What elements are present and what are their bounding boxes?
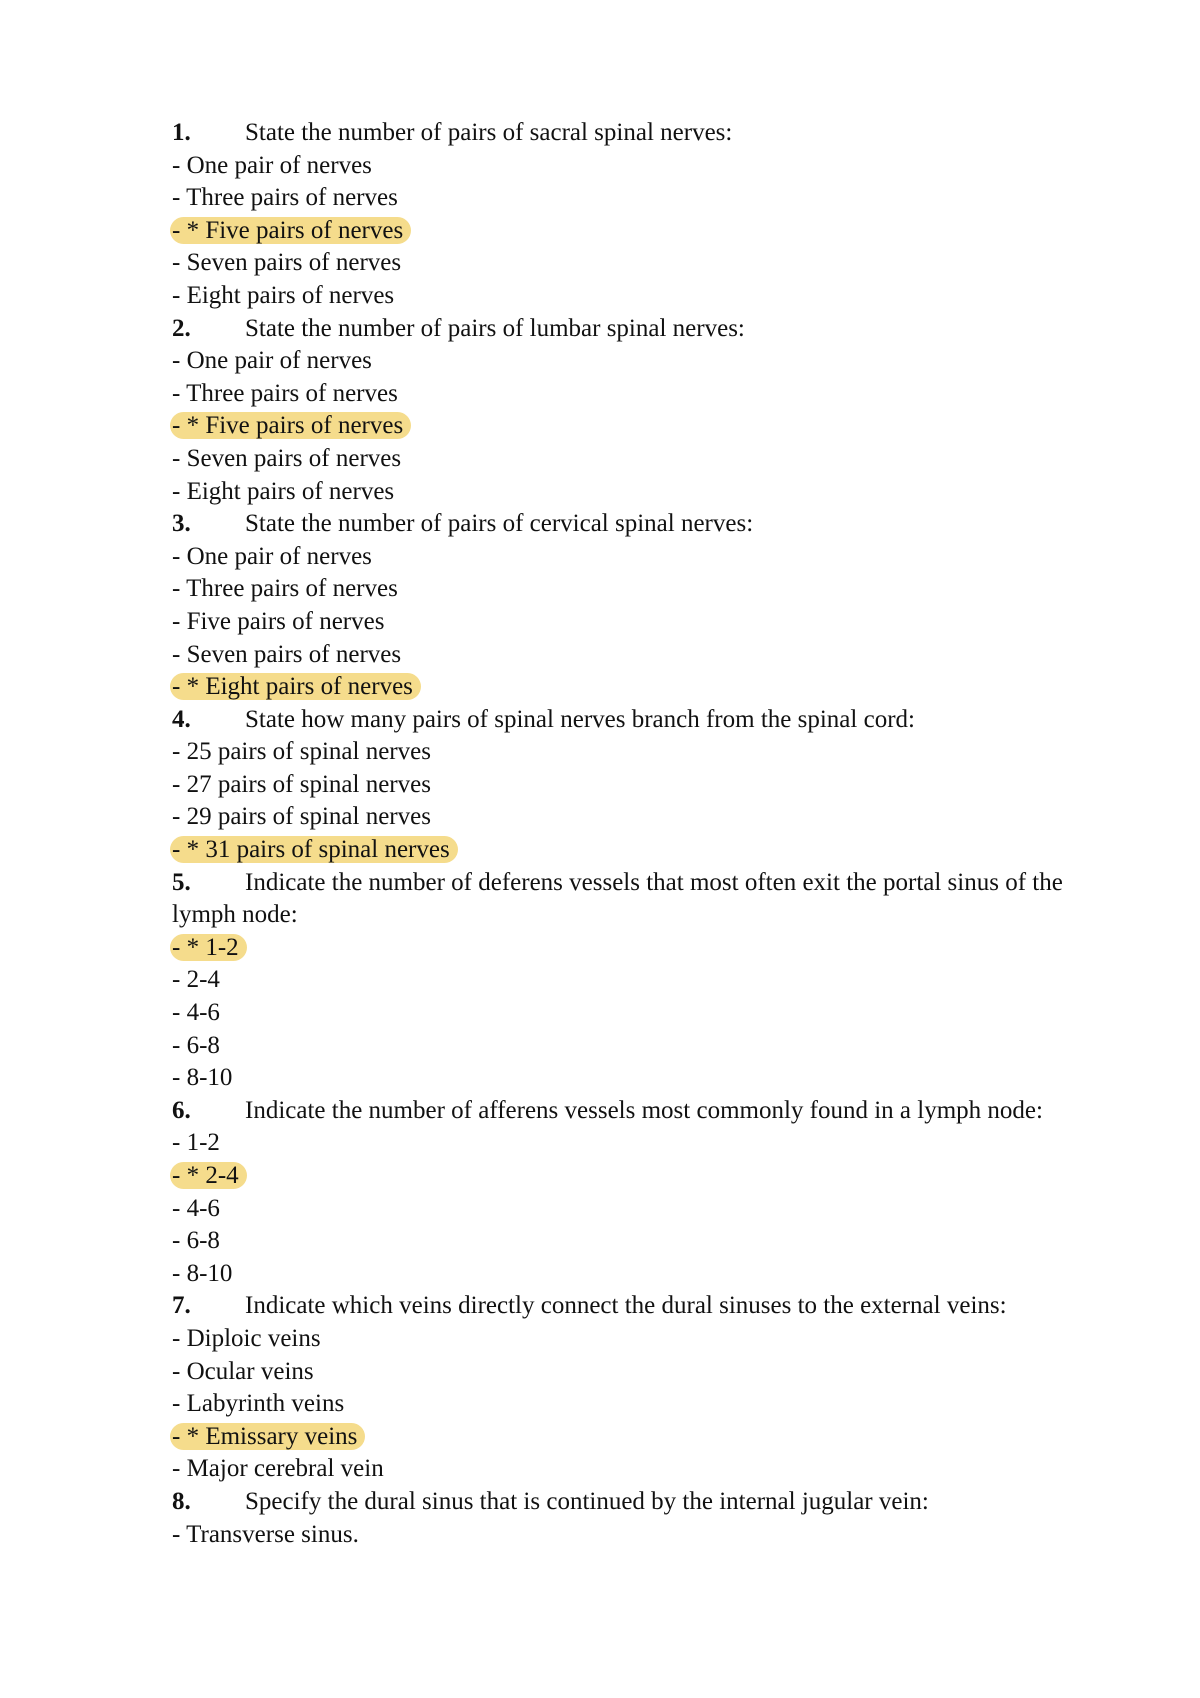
answer-option-text: - Transverse sinus. <box>172 1520 359 1548</box>
question-number: 4. <box>172 705 191 733</box>
question-block <box>172 1486 1132 1551</box>
answer-option <box>172 345 1132 378</box>
answer-option <box>172 280 1132 313</box>
question-number: 3. <box>172 510 191 538</box>
question-row <box>172 1095 1132 1128</box>
answer-option-text: - * Emissary veins <box>170 1423 365 1450</box>
question-row <box>172 313 1132 346</box>
question-text: State the number of pairs of cervical spinal nerves: <box>245 510 754 538</box>
answer-option-text: - 6-8 <box>172 1031 220 1059</box>
question-text: State the number of pairs of sacral spinal nerves: <box>245 119 733 146</box>
answer-option <box>172 801 1132 834</box>
question-number: 7. <box>172 1292 191 1320</box>
answer-option-text: - Diploic veins <box>172 1324 321 1352</box>
answer-option-text: - 29 pairs of spinal nerves <box>172 803 431 831</box>
answer-option-text: - Eight pairs of nerves <box>172 281 395 309</box>
question-block <box>172 1290 1132 1486</box>
question-row <box>172 117 1132 150</box>
answer-option-text: - Seven pairs of nerves <box>172 640 402 668</box>
answer-option <box>172 1258 1132 1291</box>
answer-option-text: - Three pairs of nerves <box>172 379 398 407</box>
answer-option-text: - 25 pairs of spinal nerves <box>172 738 431 766</box>
question-text: Indicate the number of deferens vessels that most often exit the portal sinus of the lymph node: <box>172 868 1063 929</box>
question-block <box>172 867 1132 1095</box>
question-block <box>172 508 1132 704</box>
question-text: Specify the dural sinus that is continued by the internal jugular vein: <box>245 1487 929 1515</box>
answer-option-correct <box>172 932 1132 965</box>
answer-option <box>172 1388 1132 1421</box>
answer-option-correct <box>172 215 1132 248</box>
answer-option <box>172 541 1132 574</box>
answer-option-text: - Seven pairs of nerves <box>172 249 402 277</box>
question-row <box>172 1486 1132 1519</box>
answer-option-text: - 8-10 <box>172 1259 233 1287</box>
answer-option-text: - One pair of nerves <box>172 542 372 570</box>
answer-option-text: - * Eight pairs of nerves <box>170 673 421 700</box>
question-row <box>172 508 1132 541</box>
answer-option <box>172 997 1132 1030</box>
quiz-document <box>172 117 1132 1551</box>
answer-option-text: - * Five pairs of nerves <box>170 412 411 439</box>
answer-option-text: - * 1-2 <box>170 934 247 961</box>
answer-option-text: - Labyrinth veins <box>172 1390 345 1418</box>
answer-option <box>172 182 1132 215</box>
answer-option-text: - 27 pairs of spinal nerves <box>172 770 431 798</box>
question-number: 8. <box>172 1487 191 1515</box>
answer-option <box>172 1323 1132 1356</box>
question-text: State how many pairs of spinal nerves branch from the spinal cord: <box>245 705 915 733</box>
question-text: State the number of pairs of lumbar spinal nerves: <box>245 314 745 342</box>
question-block <box>172 704 1132 867</box>
answer-option <box>172 1356 1132 1389</box>
question-block <box>172 1095 1132 1291</box>
answer-option-text: - 4-6 <box>172 1194 220 1222</box>
answer-option-text: - Three pairs of nerves <box>172 184 398 212</box>
answer-option-text: - Ocular veins <box>172 1357 314 1385</box>
answer-option-text: - 6-8 <box>172 1227 220 1255</box>
answer-option <box>172 378 1132 411</box>
answer-option-text: - * 2-4 <box>170 1162 247 1189</box>
question-row <box>172 704 1132 737</box>
question-number: 2. <box>172 314 191 342</box>
answer-option <box>172 1453 1132 1486</box>
question-number: 6. <box>172 1096 191 1124</box>
answer-option-text: - Major cerebral vein <box>172 1455 384 1483</box>
answer-option-text: - Five pairs of nerves <box>172 607 385 635</box>
answer-option <box>172 964 1132 997</box>
answer-option <box>172 1519 1132 1552</box>
answer-option-text: - Eight pairs of nerves <box>172 477 395 505</box>
answer-option-text: - 8-10 <box>172 1064 233 1092</box>
answer-option-text: - Three pairs of nerves <box>172 575 398 603</box>
question-number: 5. <box>172 868 191 896</box>
answer-option-correct <box>172 1160 1132 1193</box>
answer-option <box>172 1030 1132 1063</box>
answer-option <box>172 1193 1132 1226</box>
answer-option <box>172 476 1132 509</box>
answer-option <box>172 247 1132 280</box>
answer-option-text: - * Five pairs of nerves <box>170 217 411 244</box>
answer-option <box>172 573 1132 606</box>
question-text: Indicate which veins directly connect the dural sinuses to the external veins: <box>245 1292 1007 1320</box>
answer-option-text: - One pair of nerves <box>172 347 372 375</box>
question-row <box>172 1290 1132 1323</box>
answer-option-text: - 2-4 <box>172 966 220 994</box>
answer-option-text: - * 31 pairs of spinal nerves <box>170 836 458 863</box>
answer-option <box>172 150 1132 183</box>
answer-option <box>172 769 1132 802</box>
answer-option <box>172 1062 1132 1095</box>
question-number: 1. <box>172 119 191 146</box>
answer-option <box>172 606 1132 639</box>
question-text: Indicate the number of afferens vessels most commonly found in a lymph node: <box>245 1096 1043 1124</box>
answer-option <box>172 1225 1132 1258</box>
answer-option <box>172 443 1132 476</box>
answer-option <box>172 736 1132 769</box>
answer-option-correct <box>172 1421 1132 1454</box>
answer-option-correct <box>172 410 1132 443</box>
answer-option-correct <box>172 671 1132 704</box>
answer-option-text: - 1-2 <box>172 1129 220 1157</box>
answer-option <box>172 1127 1132 1160</box>
question-block <box>172 313 1132 509</box>
answer-option-text: - One pair of nerves <box>172 151 372 179</box>
answer-option-text: - 4-6 <box>172 999 220 1027</box>
answer-option <box>172 639 1132 672</box>
answer-option-text: - Seven pairs of nerves <box>172 444 402 472</box>
question-block <box>172 117 1132 313</box>
answer-option-correct <box>172 834 1132 867</box>
question-row <box>172 867 1132 932</box>
